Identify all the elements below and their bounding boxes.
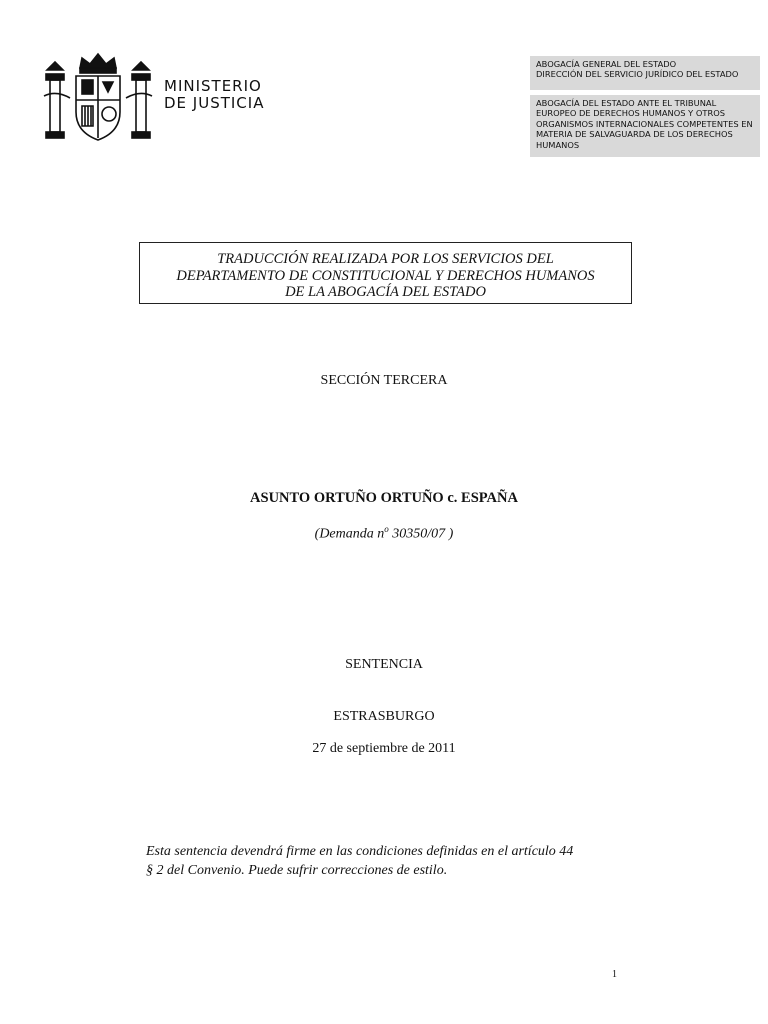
section-heading: SECCIÓN TERCERA: [320, 373, 448, 388]
application-number: [0, 524, 768, 543]
department-line: EUROPEO DE DERECHOS HUMANOS Y OTROS: [536, 108, 726, 119]
ministry-line-2: DE JUSTICIA: [164, 94, 265, 112]
agency-line-2: DIRECCIÓN DEL SERVICIO JURÍDICO DEL ESTADO: [536, 69, 739, 80]
ministry-logo: [42, 50, 282, 146]
agency-line-1: ABOGACÍA GENERAL DEL ESTADO: [536, 59, 677, 69]
coat-of-arms-icon: [42, 50, 154, 146]
translation-line: DEPARTAMENTO DE CONSTITUCIONAL Y DERECHOS HUMANOS: [176, 267, 595, 284]
application-prefix: (Demanda n: [314, 526, 385, 542]
city: ESTRASBURGO: [333, 709, 435, 724]
application-superscript: o: [384, 524, 389, 534]
translation-line: DE LA ABOGACÍA DEL ESTADO: [285, 284, 486, 300]
translation-notice-box: [139, 242, 632, 304]
page-number: 1: [612, 969, 617, 980]
department-header-box: [530, 95, 760, 157]
finality-note: [146, 842, 636, 880]
case-title: ASUNTO ORTUÑO ORTUÑO c. ESPAÑA: [250, 490, 518, 506]
note-line-1: Esta sentencia devendrá firme en las condiciones definidas en el artículo 44: [146, 844, 574, 859]
ministry-line-1: MINISTERIO: [164, 77, 262, 95]
agency-header-box: [530, 56, 760, 90]
application-suffix: 30350/07 ): [388, 526, 454, 542]
judgment-heading: SENTENCIA: [345, 657, 423, 672]
department-line: ABOGACÍA DEL ESTADO ANTE EL TRIBUNAL: [536, 98, 717, 108]
judgment-date: 27 de septiembre de 2011: [312, 741, 456, 756]
translation-line: TRADUCCIÓN REALIZADA POR LOS SERVICIOS DEL: [217, 251, 554, 267]
department-line: MATERIA DE SALVAGUARDA DE LOS DERECHOS: [536, 129, 733, 140]
department-line: ORGANISMOS INTERNACIONALES COMPETENTES EN: [536, 118, 753, 129]
ministry-name: [164, 78, 264, 112]
department-line: HUMANOS: [536, 139, 580, 150]
note-line-2: § 2 del Convenio. Puede sufrir correcciones de estilo.: [146, 863, 448, 878]
